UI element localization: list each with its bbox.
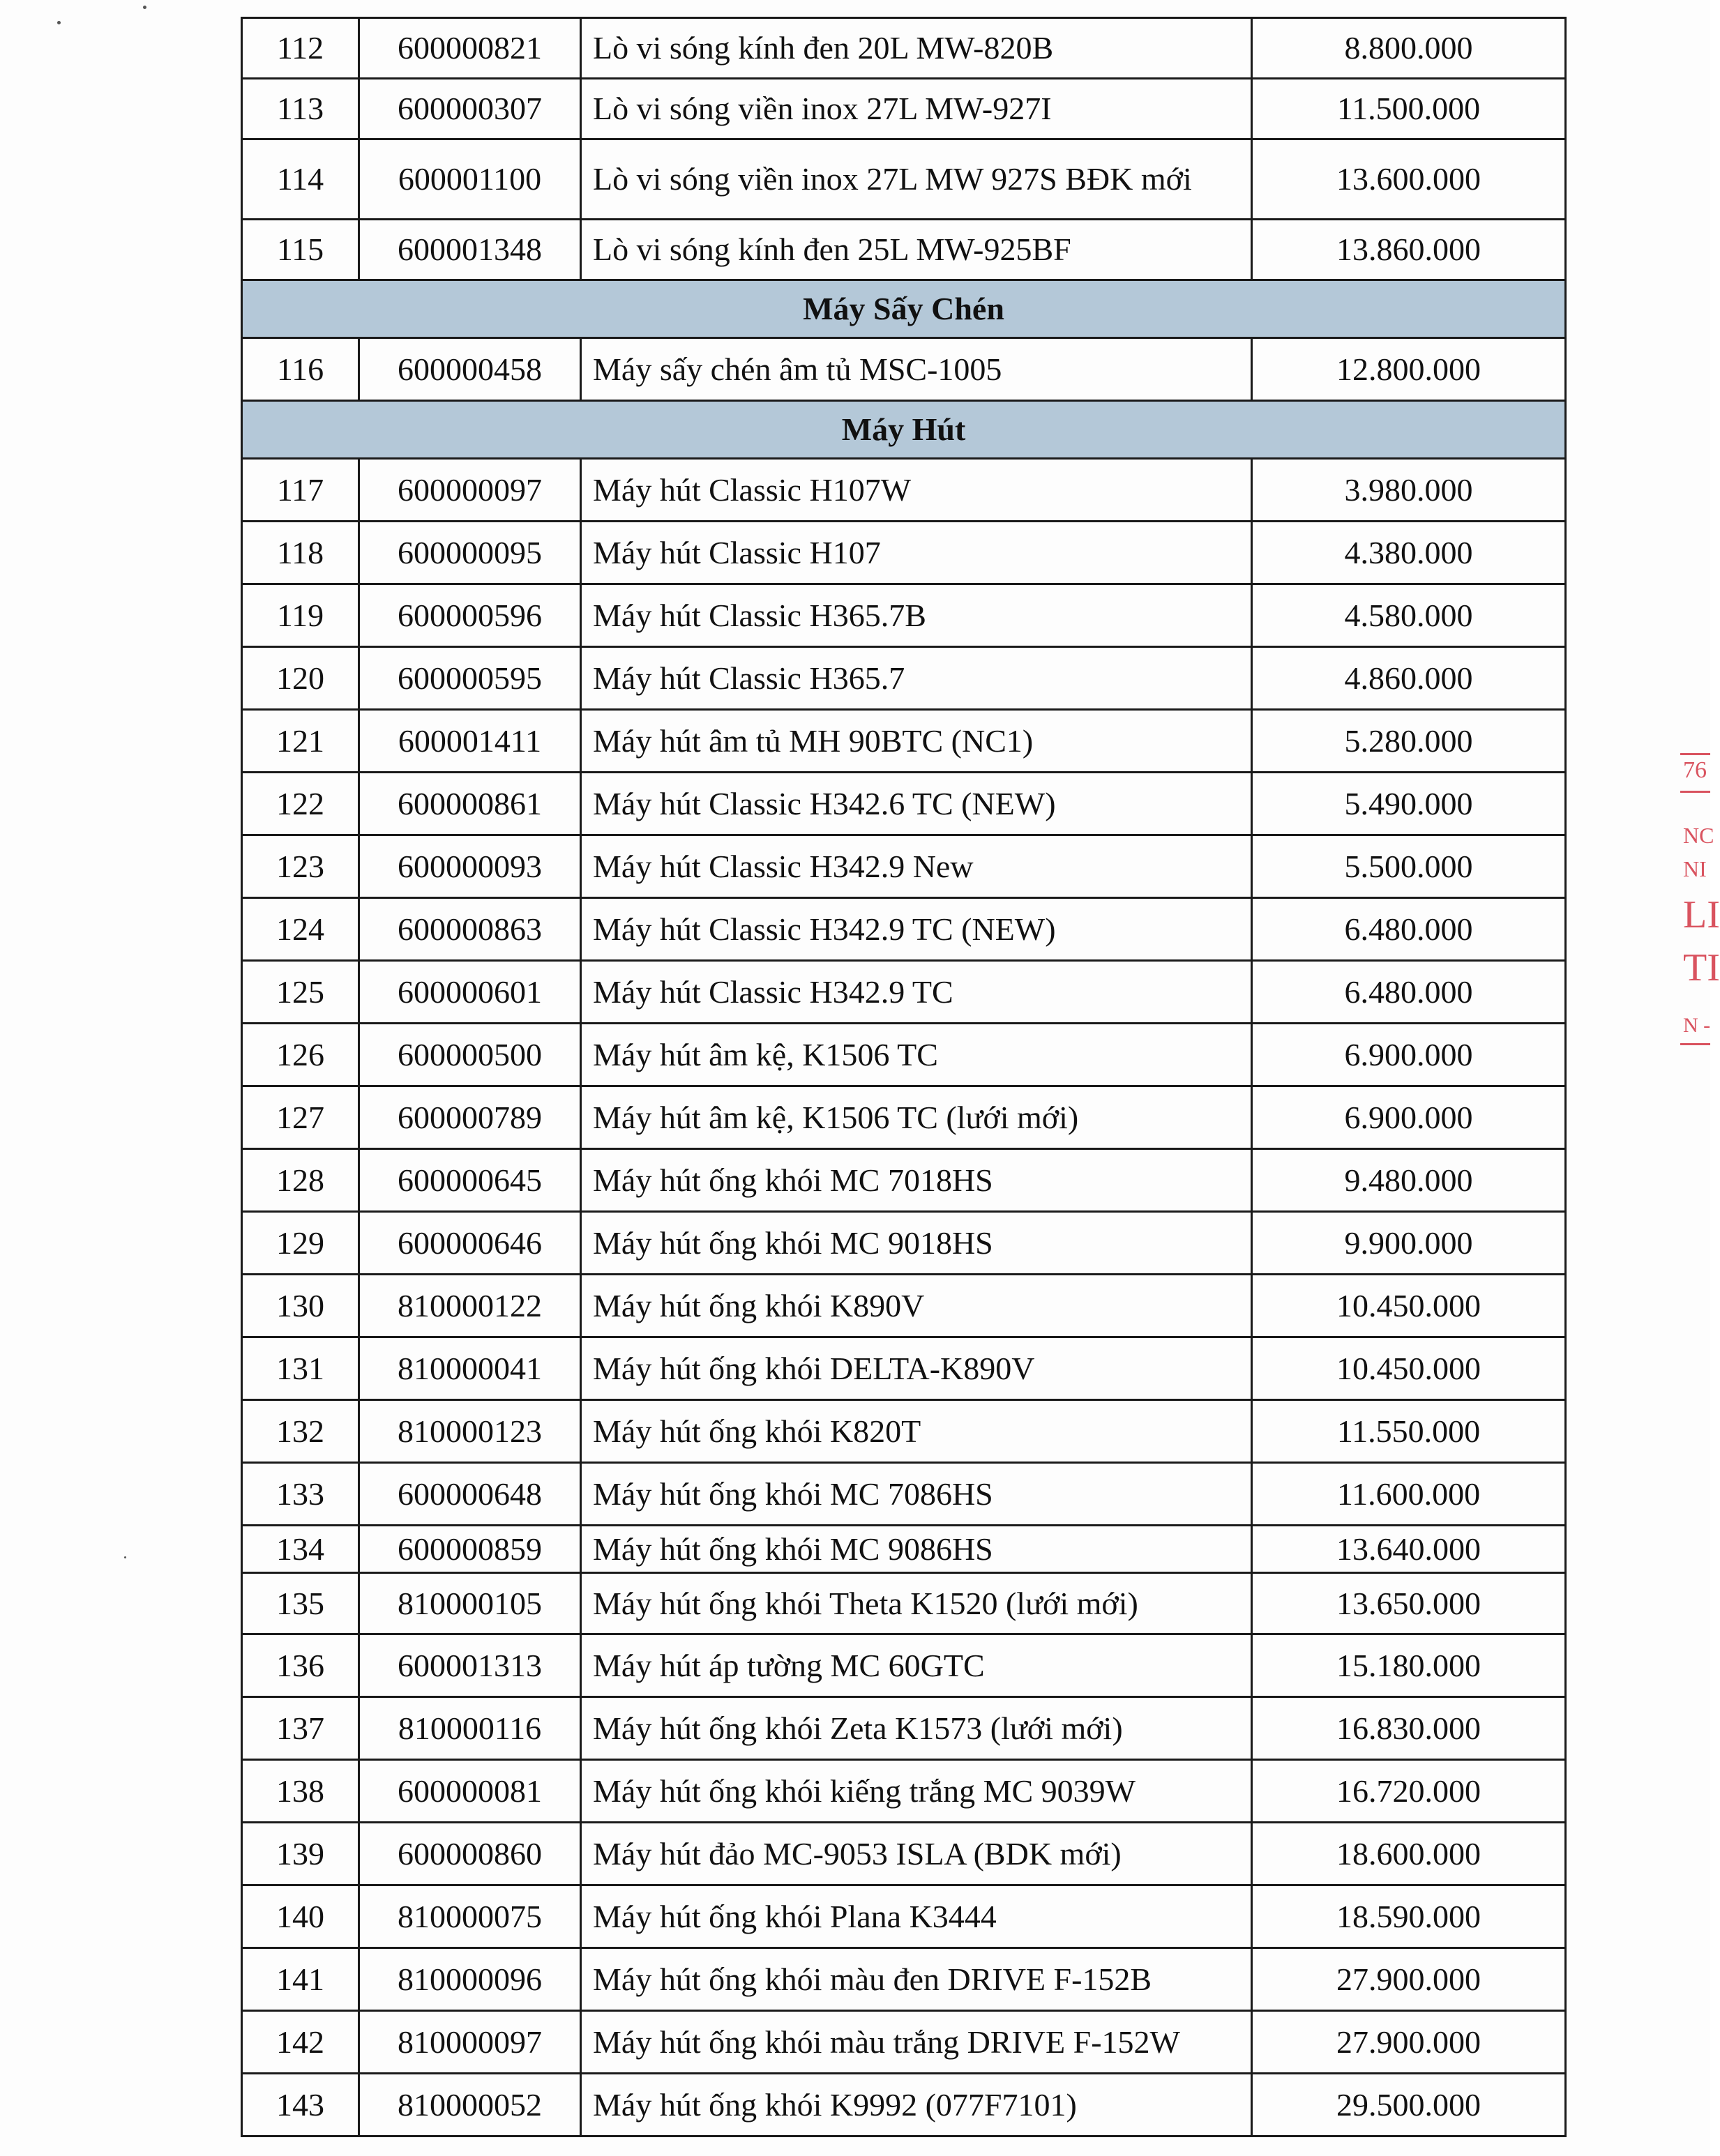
product-name: Máy hút ống khói DELTA-K890V — [581, 1337, 1252, 1400]
row-number: 112 — [242, 18, 359, 79]
row-number: 134 — [242, 1526, 359, 1573]
row-number: 130 — [242, 1275, 359, 1337]
product-price: 9.900.000 — [1252, 1212, 1566, 1275]
section-title: Máy Sấy Chén — [242, 280, 1566, 338]
product-price: 29.500.000 — [1252, 2074, 1566, 2136]
row-number: 114 — [242, 139, 359, 220]
table-row — [242, 2011, 1566, 2074]
table-row — [242, 139, 1566, 220]
product-price: 18.600.000 — [1252, 1823, 1566, 1885]
product-name: Lò vi sóng kính đen 25L MW-925BF — [581, 220, 1252, 280]
product-name: Máy hút Classic H365.7 — [581, 647, 1252, 710]
product-name: Máy hút Classic H342.6 TC (NEW) — [581, 773, 1252, 835]
product-price: 9.480.000 — [1252, 1149, 1566, 1212]
product-name: Máy hút ống khói Plana K3444 — [581, 1885, 1252, 1948]
product-price: 8.800.000 — [1252, 18, 1566, 79]
stamp-text: 76 — [1683, 757, 1707, 783]
row-number: 120 — [242, 647, 359, 710]
product-price: 3.980.000 — [1252, 459, 1566, 522]
product-code: 600000821 — [359, 18, 581, 79]
table-row — [242, 1024, 1566, 1086]
product-code: 600000645 — [359, 1149, 581, 1212]
table-row — [242, 1400, 1566, 1463]
product-code: 600000081 — [359, 1760, 581, 1823]
scan-speck — [124, 1556, 126, 1558]
table-row — [242, 898, 1566, 961]
product-price: 10.450.000 — [1252, 1275, 1566, 1337]
table-row — [242, 79, 1566, 139]
row-number: 133 — [242, 1463, 359, 1526]
product-code: 600000601 — [359, 961, 581, 1024]
table-row — [242, 1526, 1566, 1573]
product-code: 600000458 — [359, 338, 581, 401]
row-number: 118 — [242, 522, 359, 584]
stamp-text: LI — [1683, 893, 1720, 936]
product-code: 810000052 — [359, 2074, 581, 2136]
product-name: Máy hút Classic H342.9 New — [581, 835, 1252, 898]
table-row — [242, 220, 1566, 280]
row-number: 132 — [242, 1400, 359, 1463]
product-price: 11.550.000 — [1252, 1400, 1566, 1463]
section-title: Máy Hút — [242, 401, 1566, 459]
table-row — [242, 961, 1566, 1024]
product-name: Máy hút Classic H107W — [581, 459, 1252, 522]
product-code: 810000097 — [359, 2011, 581, 2074]
product-name: Máy hút âm tủ MH 90BTC (NC1) — [581, 710, 1252, 773]
product-code: 600000859 — [359, 1526, 581, 1573]
product-price: 16.830.000 — [1252, 1697, 1566, 1760]
product-code: 810000041 — [359, 1337, 581, 1400]
product-name: Máy hút âm kệ, K1506 TC — [581, 1024, 1252, 1086]
table-row — [242, 1212, 1566, 1275]
scan-speck — [57, 21, 61, 24]
row-number: 138 — [242, 1760, 359, 1823]
product-price: 13.600.000 — [1252, 139, 1566, 220]
row-number: 141 — [242, 1948, 359, 2011]
section-header-drying — [242, 280, 1566, 338]
product-code: 600000500 — [359, 1024, 581, 1086]
product-code: 810000116 — [359, 1697, 581, 1760]
stamp-text: NC — [1683, 823, 1714, 848]
product-code: 600000860 — [359, 1823, 581, 1885]
product-name: Máy hút âm kệ, K1506 TC (lưới mới) — [581, 1086, 1252, 1149]
product-name: Máy sấy chén âm tủ MSC-1005 — [581, 338, 1252, 401]
product-name: Máy hút Classic H342.9 TC — [581, 961, 1252, 1024]
product-code: 600000789 — [359, 1086, 581, 1149]
table-row — [242, 1086, 1566, 1149]
table-row — [242, 773, 1566, 835]
table-row — [242, 710, 1566, 773]
table-row — [242, 584, 1566, 647]
product-price: 13.860.000 — [1252, 220, 1566, 280]
product-code: 600000596 — [359, 584, 581, 647]
product-name: Lò vi sóng kính đen 20L MW-820B — [581, 18, 1252, 79]
product-price: 5.280.000 — [1252, 710, 1566, 773]
stamp-text: TI — [1683, 946, 1720, 989]
scan-speck — [143, 6, 146, 9]
product-price: 15.180.000 — [1252, 1634, 1566, 1697]
product-price: 4.580.000 — [1252, 584, 1566, 647]
product-price: 18.590.000 — [1252, 1885, 1566, 1948]
table-row — [242, 1823, 1566, 1885]
table-row — [242, 522, 1566, 584]
product-name: Máy hút ống khói MC 9018HS — [581, 1212, 1252, 1275]
row-number: 121 — [242, 710, 359, 773]
row-number: 139 — [242, 1823, 359, 1885]
product-price: 4.380.000 — [1252, 522, 1566, 584]
row-number: 125 — [242, 961, 359, 1024]
product-price: 5.490.000 — [1252, 773, 1566, 835]
row-number: 123 — [242, 835, 359, 898]
product-name: Máy hút áp tường MC 60GTC — [581, 1634, 1252, 1697]
row-number: 128 — [242, 1149, 359, 1212]
product-price: 13.650.000 — [1252, 1573, 1566, 1634]
product-code: 600001100 — [359, 139, 581, 220]
product-code: 600001411 — [359, 710, 581, 773]
table-row — [242, 1885, 1566, 1948]
product-name: Máy hút ống khói K9992 (077F7101) — [581, 2074, 1252, 2136]
row-number: 113 — [242, 79, 359, 139]
product-name: Máy hút Classic H342.9 TC (NEW) — [581, 898, 1252, 961]
product-code: 600000863 — [359, 898, 581, 961]
product-name: Máy hút ống khói Zeta K1573 (lưới mới) — [581, 1697, 1252, 1760]
row-number: 142 — [242, 2011, 359, 2074]
row-number: 131 — [242, 1337, 359, 1400]
product-name: Máy hút Classic H107 — [581, 522, 1252, 584]
product-code: 600000093 — [359, 835, 581, 898]
stamp-text: NI — [1683, 856, 1707, 881]
section-header-hood — [242, 401, 1566, 459]
product-name: Máy hút ống khói kiếng trắng MC 9039W — [581, 1760, 1252, 1823]
row-number: 143 — [242, 2074, 359, 2136]
table-row — [242, 338, 1566, 401]
product-price: 12.800.000 — [1252, 338, 1566, 401]
row-number: 115 — [242, 220, 359, 280]
product-code: 600000595 — [359, 647, 581, 710]
row-number: 117 — [242, 459, 359, 522]
product-price: 27.900.000 — [1252, 2011, 1566, 2074]
stamp-line — [1680, 1043, 1710, 1045]
table-row — [242, 1573, 1566, 1634]
table-row — [242, 647, 1566, 710]
table-row — [242, 18, 1566, 79]
product-name: Lò vi sóng viền inox 27L MW-927I — [581, 79, 1252, 139]
row-number: 122 — [242, 773, 359, 835]
product-price: 16.720.000 — [1252, 1760, 1566, 1823]
row-number: 137 — [242, 1697, 359, 1760]
table-row — [242, 1948, 1566, 2011]
product-code: 600000307 — [359, 79, 581, 139]
row-number: 129 — [242, 1212, 359, 1275]
table-row — [242, 1149, 1566, 1212]
product-code: 810000075 — [359, 1885, 581, 1948]
table-row — [242, 1337, 1566, 1400]
row-number: 127 — [242, 1086, 359, 1149]
product-price: 11.500.000 — [1252, 79, 1566, 139]
product-name: Máy hút ống khói MC 9086HS — [581, 1526, 1252, 1573]
product-price: 6.480.000 — [1252, 898, 1566, 961]
table-row — [242, 2074, 1566, 2136]
product-name: Máy hút ống khói K890V — [581, 1275, 1252, 1337]
product-code: 810000123 — [359, 1400, 581, 1463]
product-code: 600000097 — [359, 459, 581, 522]
product-price: 27.900.000 — [1252, 1948, 1566, 2011]
row-number: 135 — [242, 1573, 359, 1634]
product-code: 600001313 — [359, 1634, 581, 1697]
product-code: 810000122 — [359, 1275, 581, 1337]
row-number: 116 — [242, 338, 359, 401]
table-row — [242, 1760, 1566, 1823]
table-row — [242, 1697, 1566, 1760]
product-name: Máy hút Classic H365.7B — [581, 584, 1252, 647]
row-number: 124 — [242, 898, 359, 961]
product-code: 600001348 — [359, 220, 581, 280]
product-code: 600000646 — [359, 1212, 581, 1275]
product-code: 600000095 — [359, 522, 581, 584]
table-row — [242, 1463, 1566, 1526]
product-price: 10.450.000 — [1252, 1337, 1566, 1400]
product-name: Máy hút ống khói màu đen DRIVE F-152B — [581, 1948, 1252, 2011]
product-price: 5.500.000 — [1252, 835, 1566, 898]
product-name: Máy hút ống khói MC 7086HS — [581, 1463, 1252, 1526]
product-price: 6.480.000 — [1252, 961, 1566, 1024]
row-number: 140 — [242, 1885, 359, 1948]
product-price: 11.600.000 — [1252, 1463, 1566, 1526]
red-company-stamp — [1677, 747, 1720, 1054]
stamp-line — [1680, 753, 1710, 755]
product-price: 13.640.000 — [1252, 1526, 1566, 1573]
stamp-line — [1680, 791, 1710, 793]
product-name: Máy hút đảo MC-9053 ISLA (BDK mới) — [581, 1823, 1252, 1885]
row-number: 126 — [242, 1024, 359, 1086]
product-name: Máy hút ống khói MC 7018HS — [581, 1149, 1252, 1212]
product-name: Máy hút ống khói màu trắng DRIVE F-152W — [581, 2011, 1252, 2074]
product-price: 6.900.000 — [1252, 1086, 1566, 1149]
table-row — [242, 835, 1566, 898]
table-row — [242, 1275, 1566, 1337]
product-name: Máy hút ống khói K820T — [581, 1400, 1252, 1463]
product-name: Máy hút ống khói Theta K1520 (lưới mới) — [581, 1573, 1252, 1634]
product-code: 600000861 — [359, 773, 581, 835]
price-table — [241, 17, 1567, 2137]
table-row — [242, 1634, 1566, 1697]
stamp-text: N - — [1683, 1014, 1711, 1037]
row-number: 119 — [242, 584, 359, 647]
product-price: 4.860.000 — [1252, 647, 1566, 710]
product-code: 600000648 — [359, 1463, 581, 1526]
product-price: 6.900.000 — [1252, 1024, 1566, 1086]
product-name: Lò vi sóng viền inox 27L MW 927S BĐK mới — [581, 139, 1252, 220]
row-number: 136 — [242, 1634, 359, 1697]
product-code: 810000105 — [359, 1573, 581, 1634]
product-code: 810000096 — [359, 1948, 581, 2011]
table-row — [242, 459, 1566, 522]
